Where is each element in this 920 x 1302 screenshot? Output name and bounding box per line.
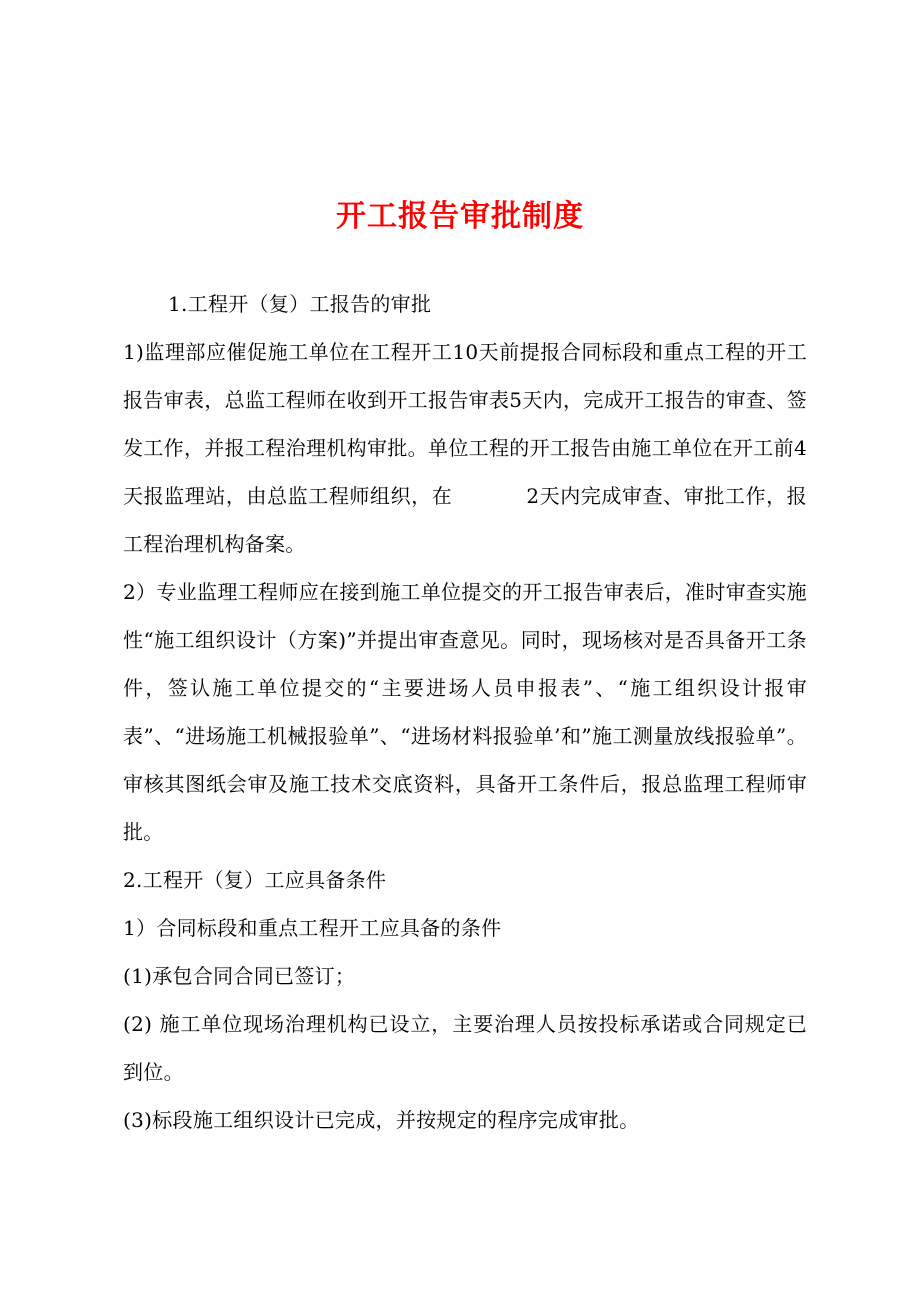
- paragraph-1-continuation: 2天内完成审查、审批工作，报工程治理机构备案。: [123, 484, 807, 556]
- paragraph-2: 2）专业监理工程师应在接到施工单位提交的开工报告审表后，准时审查实施性“施工组织设计（方案)”并提出审查意见。同时，现场核对是否具备开工条件，签认施工单位提交的“主要进场人员申报表”、“施工组织设计报审表”、“进场施工机械报验单”、“进场材料报验单’和”施工测量放线报验单”。审核其图纸会审及施工技术交底资料，具备开工条件后，报总监理工程师审批。: [123, 580, 807, 844]
- document-body: [123, 280, 807, 1144]
- section-heading-2: 2.工程开（复）工应具备条件: [123, 868, 387, 892]
- subsection-heading-1: 1）合同标段和重点工程开工应具备的条件: [123, 916, 502, 940]
- condition-item-3: (3)标段施工组织设计已完成，并按规定的程序完成审批。: [123, 1108, 640, 1132]
- paragraph-1-text: 1)监理部应催促施工单位在工程开工10天前提报合同标段和重点工程的开工报告审表，总监工程师在收到开工报告审表5天内，完成开工报告的审查、签发工作，并报工程治理机构审批。单位工程的开工报告由施工单位在开工前4天报监理站，由总监工程师组织，在: [123, 340, 807, 508]
- paragraph-1: [123, 328, 807, 568]
- section-heading-1: 1.工程开（复）工报告的审批: [168, 292, 432, 316]
- condition-item-2: (2) 施工单位现场治理机构已设立，主要治理人员按投标承诺或合同规定已到位。: [123, 1012, 807, 1084]
- document-title: 开工报告审批制度: [336, 199, 584, 234]
- condition-item-1: (1)承包合同合同已签订；: [123, 964, 356, 988]
